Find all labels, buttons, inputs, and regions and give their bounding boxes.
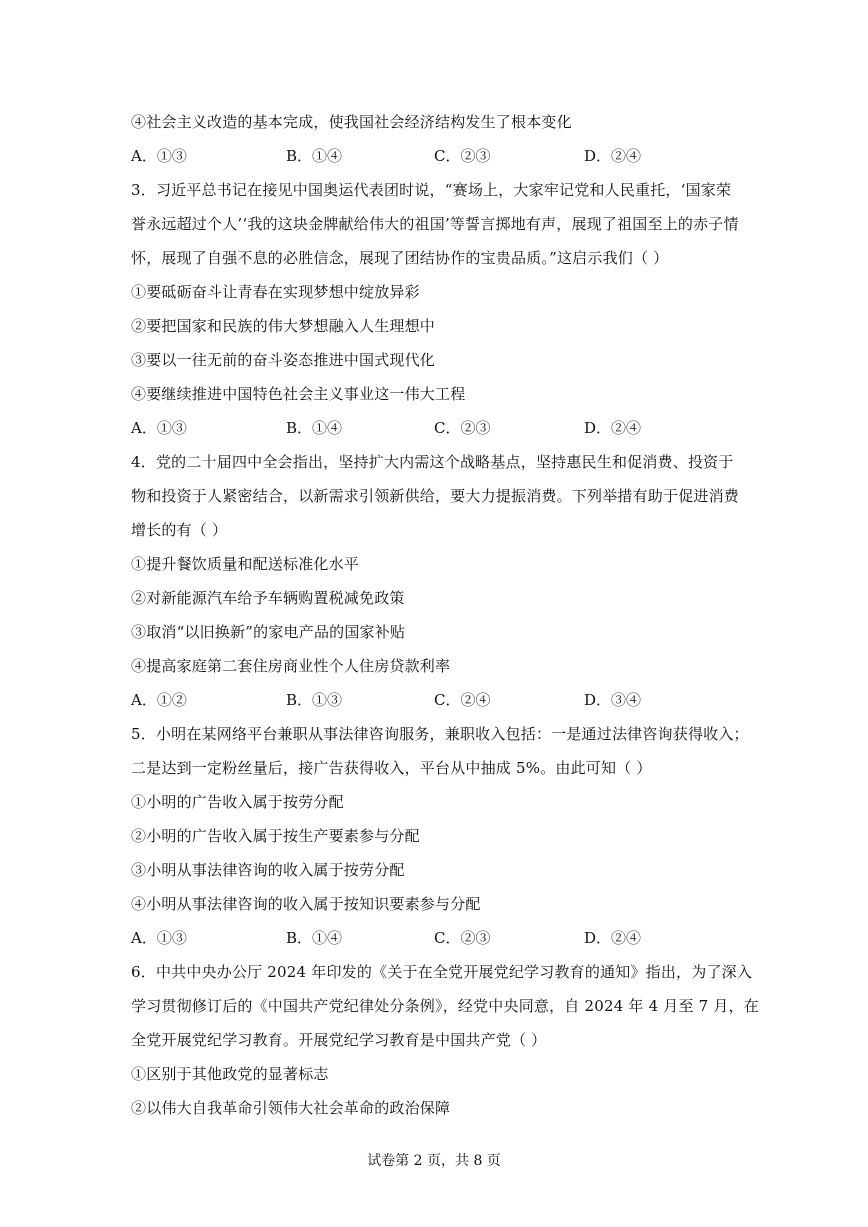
q2-option-b: B．①④ <box>286 147 343 165</box>
q5-option-b: B．①④ <box>286 929 343 947</box>
q3-option-b: B．①④ <box>286 419 343 437</box>
q2-option-d: D．②④ <box>584 147 642 165</box>
q4-stem-line-1: 4．党的二十届四中全会指出，坚持扩大内需这个战略基点，坚持惠民生和促消费、投资于 <box>131 453 734 471</box>
q3-option-d: D．②④ <box>584 419 642 437</box>
q4-stem-line-2: 物和投资于人紧密结合，以新需求引领新供给，要大力提振消费。下列举措有助于促进消费 <box>131 487 740 505</box>
q5-item-2: ②小明的广告收入属于按生产要素参与分配 <box>131 827 420 845</box>
q2-option-c: C．②③ <box>434 147 491 165</box>
q5-stem-line-2: 二是达到一定粉丝量后，接广告获得收入，平台从中抽成 5%。由此可知（ ） <box>131 759 652 777</box>
q3-options <box>131 418 671 438</box>
q4-item-2: ②对新能源汽车给予车辆购置税减免政策 <box>131 589 405 607</box>
q6-stem-line-3: 全党开展党纪学习教育。开展党纪学习教育是中国共产党（ ） <box>131 1031 547 1049</box>
q4-option-d: D．③④ <box>584 691 642 709</box>
q2-option-a: A．①③ <box>131 147 187 165</box>
q3-stem-line-3: 怀，展现了自强不息的必胜信念，展现了团结协作的宝贵品质。”这启示我们（ ） <box>131 249 669 267</box>
q5-stem-line-1: 5．小明在某网络平台兼职从事法律咨询服务，兼职收入包括：一是通过法律咨询获得收入； <box>131 725 749 743</box>
q4-item-1: ①提升餐饮质量和配送标准化水平 <box>131 555 360 573</box>
q4-item-3: ③取消“以旧换新”的家电产品的国家补贴 <box>131 623 406 641</box>
q4-option-a: A．①② <box>131 691 187 709</box>
q5-option-a: A．①③ <box>131 929 187 947</box>
q4-stem-line-3: 增长的有（ ） <box>131 521 228 539</box>
q2-item-4: ④社会主义改造的基本完成，使我国社会经济结构发生了根本变化 <box>131 113 572 131</box>
q5-item-3: ③小明从事法律咨询的收入属于按劳分配 <box>131 861 405 879</box>
q6-stem-line-2: 学习贯彻修订后的《中国共产党纪律处分条例》，经党中央同意，自 2024 年 4 月至 7 月，在 <box>131 997 759 1015</box>
q6-item-1: ①区别于其他政党的显著标志 <box>131 1065 329 1083</box>
q3-option-c: C．②③ <box>434 419 491 437</box>
q3-stem-line-2: 誉永远超过个人’‘我的这块金牌献给伟大的祖国’等誓言掷地有声，展现了祖国至上的赤子情 <box>131 215 739 233</box>
q5-option-c: C．②③ <box>434 929 491 947</box>
q4-options <box>131 690 671 710</box>
q4-item-4: ④提高家庭第二套住房商业性个人住房贷款利率 <box>131 657 451 675</box>
q2-options <box>131 146 671 166</box>
q3-item-4: ④要继续推进中国特色社会主义事业这一伟大工程 <box>131 385 466 403</box>
q3-stem-line-1: 3．习近平总书记在接见中国奥运代表团时说，“赛场上，大家牢记党和人民重托，‘国家荣 <box>131 181 732 199</box>
q5-item-1: ①小明的广告收入属于按劳分配 <box>131 793 344 811</box>
q3-item-2: ②要把国家和民族的伟大梦想融入人生理想中 <box>131 317 436 335</box>
q6-item-2: ②以伟大自我革命引领伟大社会革命的政治保障 <box>131 1099 451 1117</box>
q3-option-a: A．①③ <box>131 419 187 437</box>
page-footer: 试卷第 2 页，共 8 页 <box>367 1153 501 1169</box>
q4-option-c: C．②④ <box>434 691 491 709</box>
q5-option-d: D．②④ <box>584 929 642 947</box>
q5-options <box>131 928 671 948</box>
q6-stem-line-1: 6．中共中央办公厅 2024 年印发的《关于在全党开展党纪学习教育的通知》指出，为了深入 <box>131 963 753 981</box>
q3-item-1: ①要砥砺奋斗让青春在实现梦想中绽放异彩 <box>131 283 420 301</box>
q5-item-4: ④小明从事法律咨询的收入属于按知识要素参与分配 <box>131 895 481 913</box>
q3-item-3: ③要以一往无前的奋斗姿态推进中国式现代化 <box>131 351 436 369</box>
q4-option-b: B．①③ <box>286 691 343 709</box>
